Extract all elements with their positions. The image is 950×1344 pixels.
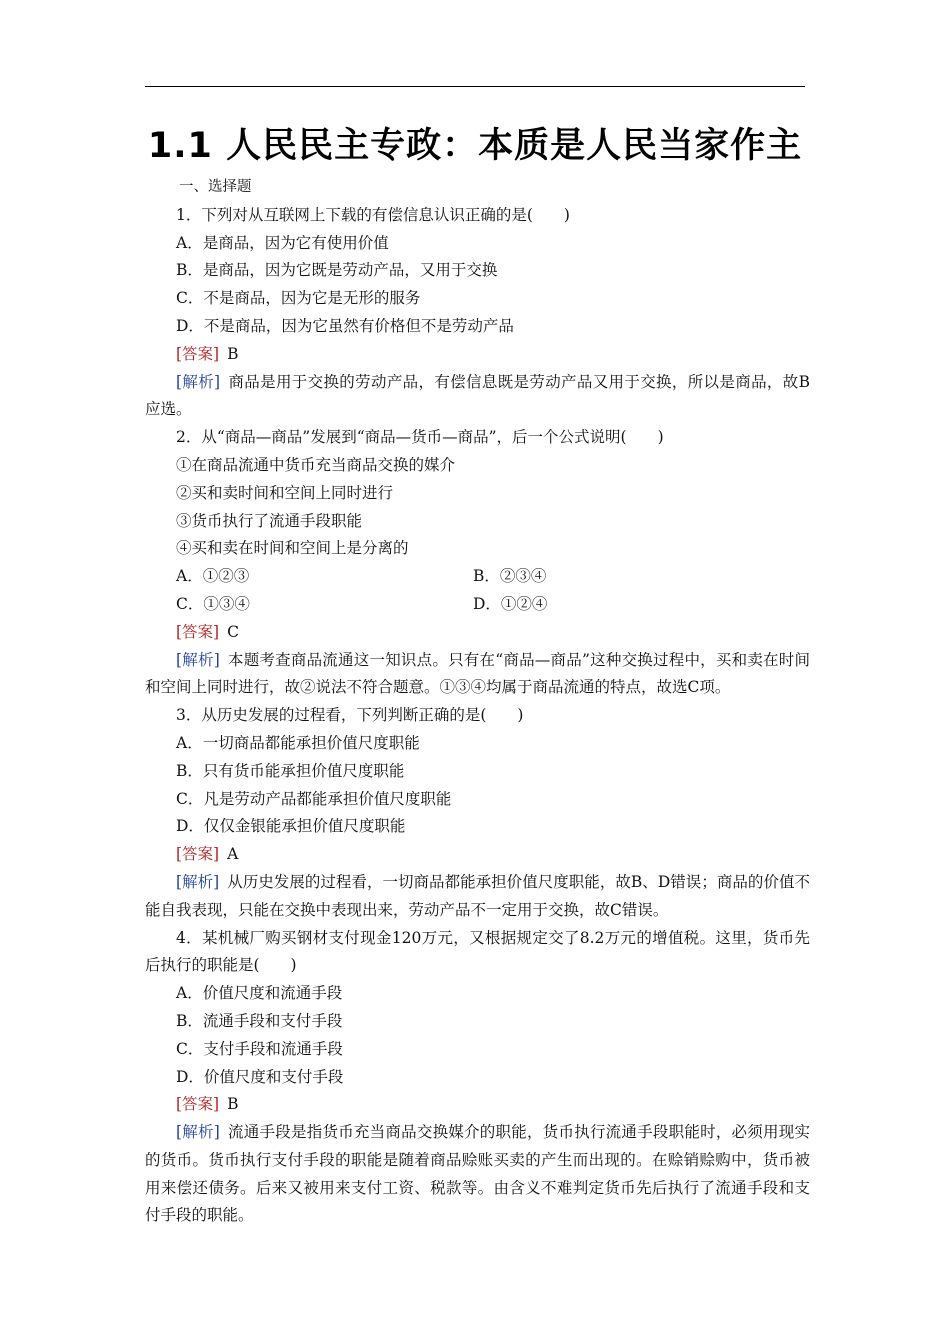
q4-option-d: D．价值尺度和支付手段: [176, 1067, 344, 1086]
q4-analysis-text: 流通手段是指货币充当商品交换媒介的职能，货币执行流通手段职能时，必须用现实的货币。货币执行支付手段的职能是随着商品赊账买卖的产生而出现的。在赊销赊购中，货币被用来偿还债务。后来又被用来支付工资、税款等。由含义不难判定货币先后执行了流通手段和支付手段的职能。: [145, 1123, 810, 1225]
answer-tag: [答案]: [176, 1095, 220, 1114]
q3-option-b: B．只有货币能承担价值尺度职能: [176, 761, 405, 780]
q2-option-a: A．①②③: [176, 567, 250, 586]
q3-stem: 3．从历史发展的过程看，下列判断正确的是( ): [176, 706, 524, 725]
q3-option-d: D．仅仅金银能承担价值尺度职能: [176, 817, 406, 836]
analysis-tag: [解析]: [176, 872, 220, 891]
q4-analysis: [145, 1119, 810, 1230]
q1-analysis: [145, 369, 810, 425]
q4-answer-value: B: [227, 1095, 239, 1114]
q2-analysis: [145, 647, 810, 703]
q2-item-1: ①在商品流通中货币充当商品交换的媒介: [176, 455, 456, 474]
q3-option-a: A．一切商品都能承担价值尺度职能: [176, 733, 420, 752]
analysis-tag: [解析]: [176, 372, 221, 391]
analysis-tag: [解析]: [176, 1123, 220, 1142]
section-heading: 一、选择题: [179, 179, 252, 195]
q1-stem: 1．下列对从互联网上下载的有偿信息认识正确的是( ): [176, 205, 570, 224]
q4-stem: 4．某机械厂购买钢材支付现金120万元，又根据规定交了8.2万元的增值税。这里，货币先后执行的职能是( ): [145, 928, 810, 975]
q2-item-4: ④买和卖在时间和空间上是分离的: [176, 539, 409, 558]
q2-option-c: C．①③④: [176, 594, 250, 613]
q3-analysis: [145, 869, 810, 925]
q4-answer: [145, 1091, 810, 1119]
q1-analysis-text: 商品是用于交换的劳动产品，有偿信息既是劳动产品又用于交换，所以是商品，故B应选。: [145, 372, 810, 419]
q1-answer: [145, 341, 810, 369]
q1-answer-value: B: [227, 344, 239, 363]
q2-stem: 2．从“商品—商品”发展到“商品—货币—商品”，后一个公式说明( ): [176, 428, 664, 447]
q2-item-2: ②买和卖时间和空间上同时进行: [176, 483, 394, 502]
q2-option-d: D．①②④: [473, 594, 548, 613]
q4-option-a: A．价值尺度和流通手段: [176, 984, 343, 1003]
analysis-tag: [解析]: [176, 650, 220, 669]
page-title: 1.1 人民民主专政：本质是人民当家作主: [147, 126, 803, 166]
q2-answer: [145, 619, 810, 647]
q4-option-b: B．流通手段和支付手段: [176, 1011, 343, 1030]
q1-option-a: A．是商品，因为它有使用价值: [176, 233, 389, 252]
q3-analysis-text: 从历史发展的过程看，一切商品都能承担价值尺度职能，故B、D错误；商品的价值不能自我表现，只能在交换中表现出来，劳动产品不一定用于交换，故C错误。: [145, 872, 810, 919]
q1-option-b: B．是商品，因为它既是劳动产品，又用于交换: [176, 261, 498, 280]
q3-answer-value: A: [227, 845, 239, 864]
q4-option-c: C．支付手段和流通手段: [176, 1039, 343, 1058]
question-list: [145, 174, 810, 1230]
header-rule: [145, 86, 805, 87]
q2-options-row-1: [145, 563, 810, 591]
q1-option-d: D．不是商品，因为它虽然有价格但不是劳动产品: [176, 316, 514, 335]
q2-analysis-text: 本题考查商品流通这一知识点。只有在“商品—商品”这种交换过程中，买和卖在时间和空间上同时进行，故②说法不符合题意。①③④均属于商品流通的特点，故选C项。: [145, 650, 810, 697]
q2-options-row-2: [145, 591, 810, 619]
q3-option-c: C．凡是劳动产品都能承担价值尺度职能: [176, 789, 452, 808]
q3-answer: [145, 841, 810, 869]
q2-item-3: ③货币执行了流通手段职能: [176, 511, 363, 530]
q1-option-c: C．不是商品，因为它是无形的服务: [176, 289, 421, 308]
answer-tag: [答案]: [176, 845, 220, 864]
q2-option-b: B．②③④: [473, 567, 547, 586]
q2-answer-value: C: [227, 622, 239, 641]
answer-tag: [答案]: [176, 344, 220, 363]
answer-tag: [答案]: [176, 622, 220, 641]
